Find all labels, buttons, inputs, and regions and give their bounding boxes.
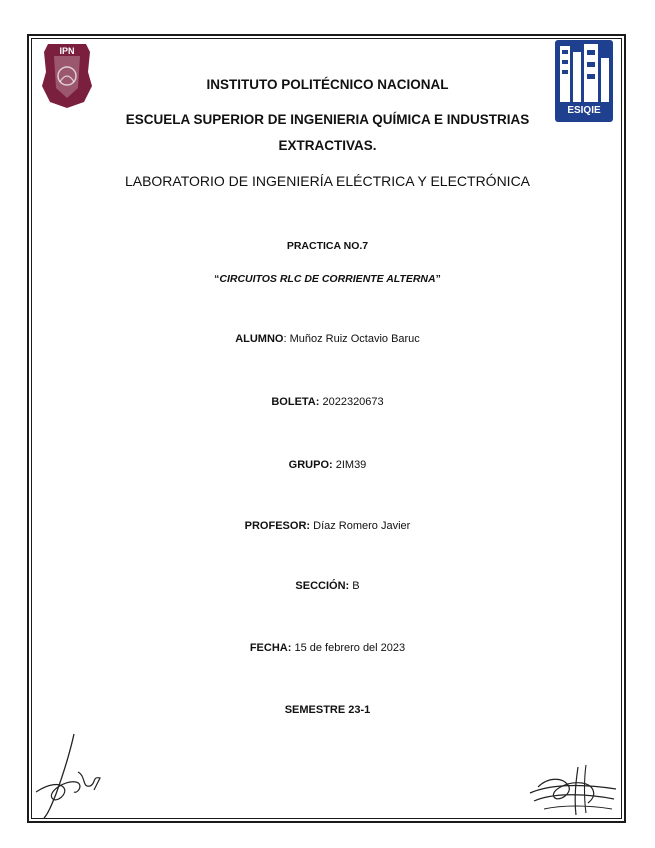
student-field: [0, 333, 655, 345]
group-field: [0, 459, 655, 471]
professor-value: Díaz Romero Javier: [310, 520, 411, 532]
date-field: [0, 642, 655, 654]
ipn-logo: [40, 42, 94, 110]
laboratory-name: LABORATORIO DE INGENIERÍA ELÉCTRICA Y ELECTRÓNICA: [124, 173, 531, 189]
section-field: [0, 580, 655, 592]
school-name-line1: ESCUELA SUPERIOR DE INGENIERIA QUÍMICA E INDUSTRIAS: [125, 112, 530, 127]
id-label: BOLETA:: [271, 396, 320, 408]
section-value: B: [349, 580, 360, 592]
professor-label: PROFESOR:: [244, 520, 311, 532]
svg-text:ESIQIE: ESIQIE: [567, 105, 601, 116]
id-value: 2022320673: [319, 396, 384, 408]
date-value: 15 de febrero del 2023: [291, 642, 406, 654]
title-open-quote: “: [214, 273, 220, 285]
practice-title-text: CIRCUITOS RLC DE CORRIENTE ALTERNA: [219, 273, 436, 285]
title-close-quote: ”: [435, 273, 441, 285]
semester-label: SEMESTRE 23-1: [284, 704, 371, 716]
svg-text:IPN: IPN: [59, 46, 75, 56]
page-border-inner: [31, 38, 622, 819]
date-label: FECHA:: [249, 642, 292, 654]
practice-title: [0, 273, 655, 285]
institution-name: INSTITUTO POLITÉCNICO NACIONAL: [206, 77, 449, 92]
group-label: GRUPO:: [288, 459, 333, 471]
group-value: 2IM39: [332, 459, 367, 471]
professor-field: [0, 520, 655, 532]
practice-number: PRACTICA NO.7: [286, 240, 369, 252]
school-name-line2: EXTRACTIVAS.: [278, 138, 377, 153]
section-label: SECCIÓN:: [295, 580, 350, 592]
professor-signature: [528, 763, 620, 819]
id-field: [0, 396, 655, 408]
student-label: ALUMNO: [235, 333, 284, 345]
student-signature: [34, 732, 106, 820]
student-value: : Muñoz Ruiz Octavio Baruc: [283, 333, 420, 345]
